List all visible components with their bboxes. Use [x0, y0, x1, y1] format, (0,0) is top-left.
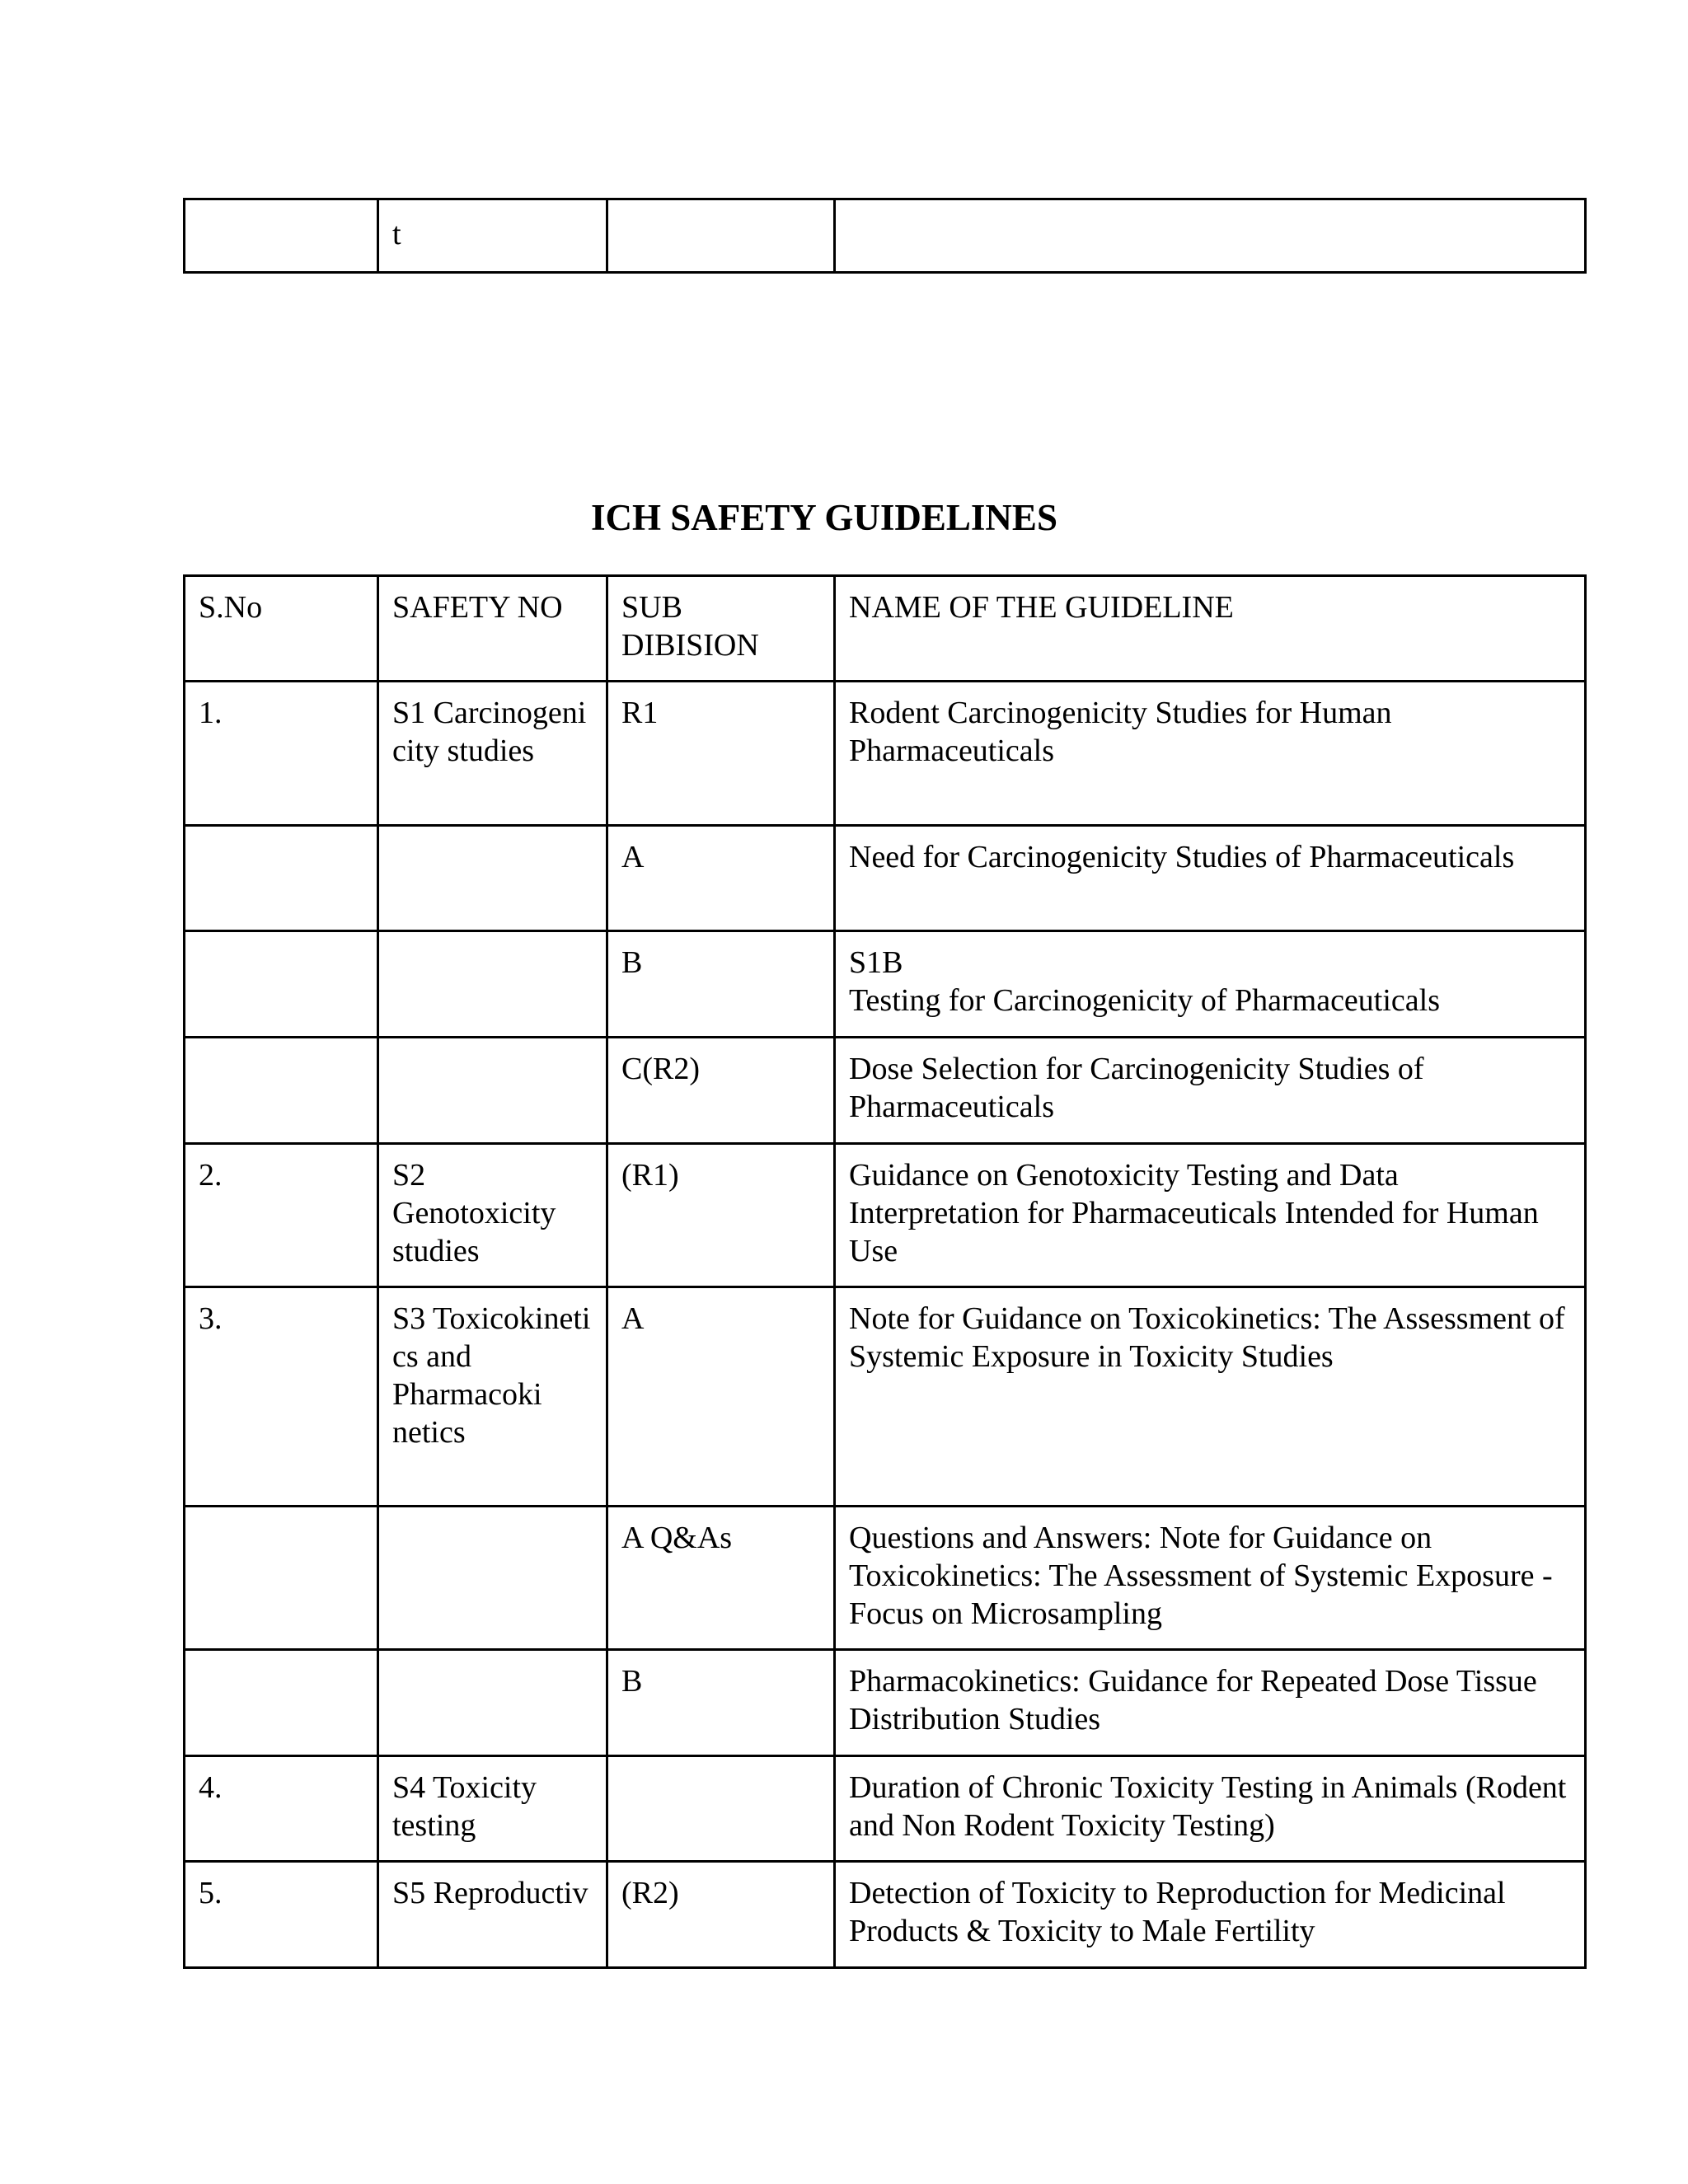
table-cell: t [378, 199, 607, 273]
cell-sub-division: (R1) [607, 1144, 835, 1287]
guidelines-table [183, 574, 1587, 1969]
cell-guideline-name: Dose Selection for Carcinogenicity Studies of Pharmaceuticals [835, 1038, 1586, 1144]
cell-safety-no [378, 1038, 607, 1144]
cell-guideline-name: Duration of Chronic Toxicity Testing in Animals (Rodent and Non Rodent Toxicity Testing) [835, 1756, 1586, 1862]
cell-guideline-name: Guidance on Genotoxicity Testing and Data Interpretation for Pharmaceuticals Intended for Human Use [835, 1144, 1586, 1287]
cell-safety-no: S1 Carcinogeni city studies [378, 682, 607, 826]
cell-guideline-name: Detection of Toxicity to Reproduction for Medicinal Products & Toxicity to Male Fertility [835, 1862, 1586, 1968]
cell-guideline-name: S1B Testing for Carcinogenicity of Pharmaceuticals [835, 931, 1586, 1038]
cell-guideline-name: Questions and Answers: Note for Guidance on Toxicokinetics: The Assessment of Systemic Exposure - Focus on Microsampling [835, 1507, 1586, 1650]
cell-sno [185, 1038, 378, 1144]
cell-sno: 3. [185, 1287, 378, 1507]
cell-sub-division [607, 1756, 835, 1862]
cell-sub-division: C(R2) [607, 1038, 835, 1144]
header-guideline-name: NAME OF THE GUIDELINE [835, 576, 1586, 682]
cell-safety-no [378, 826, 607, 931]
cell-sno: 4. [185, 1756, 378, 1862]
cell-guideline-name: Need for Carcinogenicity Studies of Pharmaceuticals [835, 826, 1586, 931]
table-cell [835, 199, 1586, 273]
cell-sno: 2. [185, 1144, 378, 1287]
table-row [185, 931, 1586, 1038]
cell-sno: 1. [185, 682, 378, 826]
table-cell [607, 199, 835, 273]
table-cell [185, 199, 378, 273]
cell-sub-division: B [607, 1650, 835, 1756]
cell-guideline-name: Note for Guidance on Toxicokinetics: The Assessment of Systemic Exposure in Toxicity Studies [835, 1287, 1586, 1507]
table-row [185, 1038, 1586, 1144]
table-row [185, 1287, 1586, 1507]
cell-safety-no: S5 Reproductiv [378, 1862, 607, 1968]
table-row [185, 199, 1586, 273]
cell-sub-division: A Q&As [607, 1507, 835, 1650]
header-sub-division: SUB DIBISION [607, 576, 835, 682]
cell-sno [185, 931, 378, 1038]
cell-safety-no: S3 Toxicokineti cs and Pharmacoki netics [378, 1287, 607, 1507]
table-row [185, 1862, 1586, 1968]
cell-sub-division: R1 [607, 682, 835, 826]
cell-safety-no [378, 931, 607, 1038]
table-row [185, 1756, 1586, 1862]
table-row [185, 1650, 1586, 1756]
table-row [185, 826, 1586, 931]
cell-sub-division: (R2) [607, 1862, 835, 1968]
header-sno: S.No [185, 576, 378, 682]
header-safety-no: SAFETY NO [378, 576, 607, 682]
cell-sub-division: B [607, 931, 835, 1038]
cell-guideline-name: Pharmacokinetics: Guidance for Repeated Dose Tissue Distribution Studies [835, 1650, 1586, 1756]
table-row [185, 682, 1586, 826]
top-table-fragment [183, 198, 1587, 274]
cell-safety-no [378, 1507, 607, 1650]
cell-sno: 5. [185, 1862, 378, 1968]
table-row [185, 1507, 1586, 1650]
cell-sub-division: A [607, 1287, 835, 1507]
cell-safety-no: S4 Toxicity testing [378, 1756, 607, 1862]
cell-guideline-name: Rodent Carcinogenicity Studies for Human Pharmaceuticals [835, 682, 1586, 826]
cell-sno [185, 826, 378, 931]
cell-sno [185, 1507, 378, 1650]
table-row [185, 1144, 1586, 1287]
cell-safety-no: S2 Genotoxicity studies [378, 1144, 607, 1287]
cell-safety-no [378, 1650, 607, 1756]
page-title: ICH SAFETY GUIDELINES [591, 497, 1057, 538]
table-header-row [185, 576, 1586, 682]
cell-sno [185, 1650, 378, 1756]
cell-sub-division: A [607, 826, 835, 931]
